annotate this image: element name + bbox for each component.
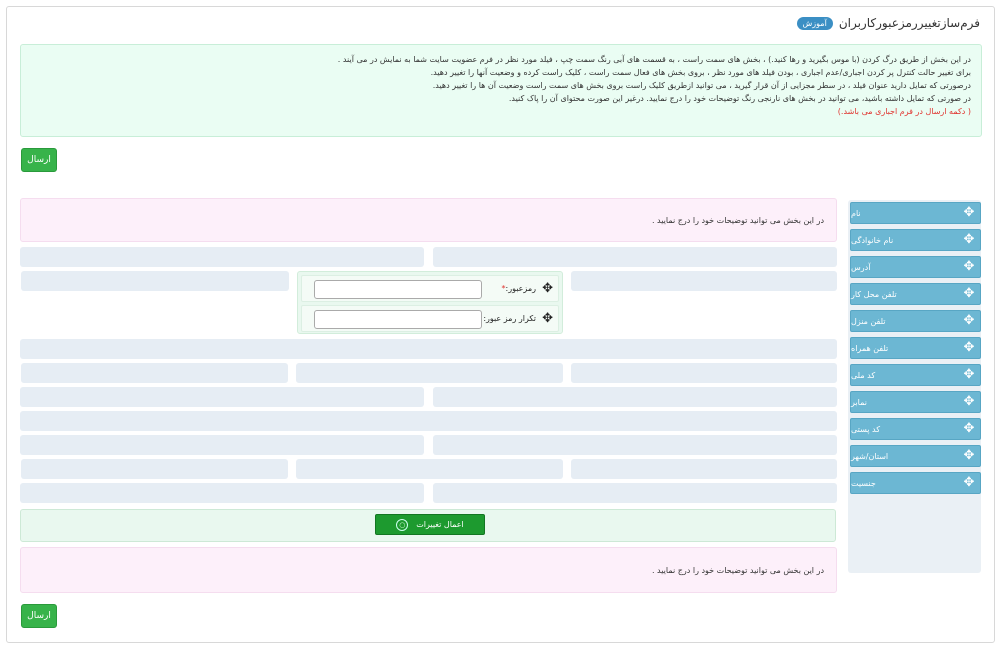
move-icon[interactable]: ✥ xyxy=(542,281,553,296)
required-mark: * xyxy=(501,284,506,293)
field-item-label: تلفن محل کار xyxy=(851,289,897,299)
move-icon: ✥ xyxy=(963,421,975,436)
help-line: درصورتی که تمایل دارید عنوان فیلد ، در سطر مجزایی از آن قرار گیرید ، می توانید ازطریق کلیک راست بروی بخش های سمت راست وضعیت آن ها را تغییر دهید. xyxy=(432,81,971,90)
drop-zone[interactable] xyxy=(20,339,837,359)
move-icon: ✥ xyxy=(963,394,975,409)
field-item-work-phone[interactable] xyxy=(850,283,981,305)
field-item-label: تلفن همراه xyxy=(851,343,889,353)
drop-zone[interactable] xyxy=(571,271,837,291)
field-item-label: جنسیت xyxy=(851,478,876,488)
move-icon: ✥ xyxy=(963,286,975,301)
help-box xyxy=(20,44,982,137)
page-title: فرم‌ساز‌تغییر‌رمز‌عبور‌کاربران xyxy=(838,16,980,30)
field-item-address[interactable] xyxy=(850,256,981,278)
drop-zone[interactable] xyxy=(21,459,288,479)
password-input[interactable] xyxy=(314,280,482,299)
password-confirm-row[interactable] xyxy=(301,305,559,332)
move-icon: ✥ xyxy=(963,475,975,490)
apply-changes-label: اعمال تغییرات xyxy=(416,520,464,529)
field-item-label: کد ملی xyxy=(851,370,876,380)
help-line: در این بخش از طریق درگ کردن (با موس بگیرید و رها کنید.) ، بخش های سمت راست ، به قسمت های آبی رنگ سمت چپ ، فیلد مورد نظر در فرم عضویت سایت شما به نمایش در می آیند . xyxy=(337,55,971,64)
field-item-label: نمابر xyxy=(851,397,867,407)
help-line: برای تغییر حالت کنترل پر کردن اجباری/عدم اجباری ، بودن فیلد های مورد نظر ، بروی بخش های فعال سمت راست ، کلیک راست کرده و وضعیت آنها را تغییر دهید. xyxy=(430,68,971,77)
field-item-last-name[interactable] xyxy=(850,229,981,251)
send-button-top[interactable]: ارسال xyxy=(21,148,57,172)
field-item-fax[interactable] xyxy=(850,391,981,413)
move-icon: ✥ xyxy=(963,259,975,274)
drop-zone[interactable] xyxy=(21,271,289,291)
drop-zone[interactable] xyxy=(433,247,837,267)
field-item-first-name[interactable] xyxy=(850,202,981,224)
field-item-label: استان/شهر xyxy=(851,451,889,461)
drop-zone[interactable] xyxy=(433,483,837,503)
drop-zone[interactable] xyxy=(20,483,424,503)
drop-zone[interactable] xyxy=(433,387,837,407)
description-box-top[interactable] xyxy=(20,198,837,242)
field-item-province-city[interactable] xyxy=(850,445,981,467)
move-icon[interactable]: ✥ xyxy=(542,311,553,326)
move-icon: ✥ xyxy=(963,367,975,382)
password-confirm-input[interactable] xyxy=(314,310,482,329)
drop-zone[interactable] xyxy=(296,363,563,383)
form-builder-panel xyxy=(6,6,995,643)
move-icon: ✥ xyxy=(963,205,975,220)
password-row[interactable] xyxy=(301,275,559,302)
move-icon: ✥ xyxy=(963,232,975,247)
drop-zone[interactable] xyxy=(571,363,837,383)
move-icon: ✥ xyxy=(963,340,975,355)
move-icon: ✥ xyxy=(963,313,975,328)
field-item-national-code[interactable] xyxy=(850,364,981,386)
password-confirm-label: تکرار رمز عبور: xyxy=(483,314,536,323)
field-item-home-phone[interactable] xyxy=(850,310,981,332)
field-item-label: نام xyxy=(851,208,861,218)
field-item-mobile[interactable] xyxy=(850,337,981,359)
description-text: در این بخش می توانید توضیحات خود را درج نمایید . xyxy=(651,565,824,575)
drop-zone[interactable] xyxy=(433,435,837,455)
field-item-label: نام خانوادگی xyxy=(851,235,894,245)
password-label: رمزعبور: xyxy=(505,284,536,293)
help-warning: ( دکمه ارسال در فرم اجباری می باشد.) xyxy=(837,107,971,116)
apply-changes-area xyxy=(20,509,836,542)
field-item-postal-code[interactable] xyxy=(850,418,981,440)
field-palette xyxy=(848,200,981,573)
drop-zone[interactable] xyxy=(20,411,837,431)
password-fields-group xyxy=(297,271,563,334)
page-header xyxy=(797,16,980,30)
send-button-bottom[interactable]: ارسال xyxy=(21,604,57,628)
drop-zone[interactable] xyxy=(20,387,424,407)
drop-zone[interactable] xyxy=(571,459,837,479)
field-item-label: کد پستی xyxy=(851,424,880,434)
circle-icon: ○ xyxy=(396,519,408,531)
drop-zone[interactable] xyxy=(20,247,424,267)
tutorial-badge[interactable]: آموزش xyxy=(797,17,833,30)
help-line: در صورتی که تمایل داشته باشید، می توانید در بخش های نارنجی رنگ توضیحات خود را درج نمایید. درغیر این صورت محتوای آن را پاک کنید. xyxy=(508,94,971,103)
field-item-label: تلفن منزل xyxy=(851,316,886,326)
field-item-gender[interactable] xyxy=(850,472,981,494)
apply-changes-button[interactable] xyxy=(375,514,485,535)
drop-zone[interactable] xyxy=(20,435,424,455)
field-item-label: آدرس xyxy=(851,262,871,272)
drop-zone[interactable] xyxy=(296,459,563,479)
move-icon: ✥ xyxy=(963,448,975,463)
description-box-bottom[interactable] xyxy=(20,547,837,593)
drop-zone[interactable] xyxy=(21,363,288,383)
description-text: در این بخش می توانید توضیحات خود را درج نمایید . xyxy=(651,215,824,225)
